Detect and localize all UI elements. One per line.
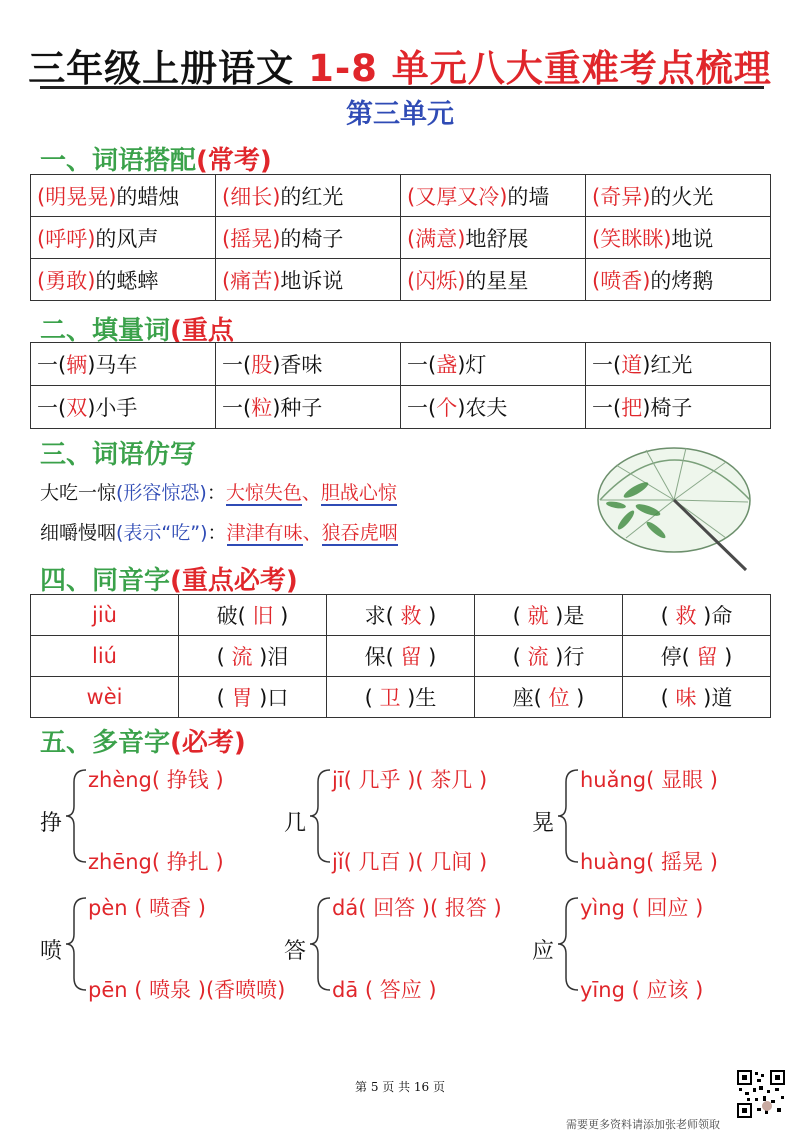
paren: ) bbox=[208, 768, 224, 792]
table-cell bbox=[586, 175, 771, 217]
paren: ( bbox=[343, 850, 359, 874]
polyphone-reading bbox=[580, 764, 718, 794]
page-number: 第 5 页 共 16 页 bbox=[355, 1080, 445, 1094]
imitation-word: 细嚼慢咽 bbox=[40, 522, 117, 544]
table-cell bbox=[31, 595, 179, 636]
table-row bbox=[31, 386, 771, 429]
imitation-line-1 bbox=[40, 478, 397, 505]
separator: 、 bbox=[301, 482, 321, 504]
table-cell bbox=[327, 677, 475, 718]
table-cell bbox=[179, 677, 327, 718]
cell-prefix: 一( bbox=[37, 353, 67, 377]
imitation-answer: 大惊失色 bbox=[225, 482, 302, 504]
brace-icon bbox=[64, 896, 88, 992]
cell-answer: 救 bbox=[675, 604, 697, 628]
imitation-answer: 狼吞虎咽 bbox=[321, 522, 398, 544]
pinyin: pèn bbox=[88, 896, 128, 920]
pinyin: jī bbox=[332, 768, 344, 792]
pinyin: jǐ bbox=[332, 850, 344, 874]
cell-answer: 救 bbox=[400, 604, 422, 628]
cell-answer: (满意) bbox=[407, 226, 466, 251]
example-word: 挣扎 bbox=[166, 850, 209, 874]
table-cell bbox=[623, 636, 771, 677]
section2-title: 二、填量词 bbox=[40, 316, 171, 346]
paren: ) bbox=[191, 896, 206, 920]
paren: ) bbox=[472, 768, 488, 792]
polyphone-reading bbox=[332, 892, 502, 922]
cell-answer: 就 bbox=[527, 604, 549, 628]
table-cell bbox=[623, 677, 771, 718]
imitation-word: 大吃一惊 bbox=[40, 482, 117, 504]
cell-answer: 旧 bbox=[252, 604, 274, 628]
imitation-answer: 津津有味 bbox=[226, 522, 303, 544]
paren: ) bbox=[421, 978, 437, 1002]
cell-prefix: 座( bbox=[512, 686, 549, 710]
cell-prefix: 破( bbox=[216, 604, 253, 628]
cell-prefix: 求( bbox=[364, 604, 401, 628]
table-cell bbox=[179, 595, 327, 636]
cell-text: )泪 bbox=[252, 645, 289, 669]
table-cell bbox=[586, 343, 771, 386]
polyphone-reading bbox=[88, 974, 285, 1004]
section1-title: 一、词语搭配 bbox=[40, 146, 197, 176]
paren: ( bbox=[127, 896, 150, 920]
paren: ) bbox=[277, 978, 286, 1002]
cell-text: 地说 bbox=[671, 226, 714, 251]
imitation-line-2 bbox=[40, 518, 398, 545]
cell-prefix: 一( bbox=[407, 396, 437, 420]
cell-text: )行 bbox=[548, 645, 585, 669]
cell-prefix: ( bbox=[512, 604, 528, 628]
cell-prefix: ( bbox=[660, 686, 676, 710]
cell-text: )种子 bbox=[272, 396, 323, 420]
polyphone-reading bbox=[332, 764, 487, 794]
colon: ： bbox=[206, 482, 226, 504]
section3-heading: 三、词语仿写 bbox=[40, 440, 197, 470]
cell-answer: 把 bbox=[621, 396, 643, 420]
example-word: 几百 bbox=[358, 850, 401, 874]
section5-title: 五、多音字 bbox=[40, 728, 171, 758]
paren: )( bbox=[191, 978, 215, 1002]
cell-answer: (又厚又冷) bbox=[407, 184, 508, 209]
cell-answer: 盏 bbox=[436, 353, 458, 377]
table-cell bbox=[31, 386, 216, 429]
homophone-table bbox=[30, 594, 771, 718]
cell-text: ) bbox=[421, 645, 437, 669]
cell-answer: 股 bbox=[251, 353, 273, 377]
cell-answer: (细长) bbox=[222, 184, 281, 209]
cell-text: )农夫 bbox=[457, 396, 508, 420]
cell-text: ) bbox=[273, 604, 289, 628]
brace-icon bbox=[64, 768, 88, 864]
polyphone-char: 几 bbox=[284, 811, 307, 836]
cell-answer: 卫 bbox=[379, 686, 401, 710]
example-word: 应该 bbox=[646, 978, 689, 1002]
cell-prefix: 一( bbox=[222, 353, 252, 377]
cell-text: 的烤鹅 bbox=[650, 268, 714, 293]
cell-text: 的红光 bbox=[280, 184, 344, 209]
cell-answer: (痛苦) bbox=[222, 268, 281, 293]
paren: ( bbox=[358, 896, 374, 920]
cell-answer: (勇敢) bbox=[37, 268, 96, 293]
table-row bbox=[31, 677, 771, 718]
cell-prefix: 一( bbox=[407, 353, 437, 377]
paren: )( bbox=[415, 896, 445, 920]
cell-prefix: ( bbox=[364, 686, 380, 710]
section4-heading bbox=[40, 560, 298, 597]
cell-answer: 道 bbox=[621, 353, 643, 377]
table-cell bbox=[401, 386, 586, 429]
paren: ( bbox=[151, 768, 167, 792]
table-cell bbox=[586, 386, 771, 429]
paren: ( bbox=[343, 768, 359, 792]
imitation-hint: (形容惊恐) bbox=[116, 482, 207, 504]
paren: ) bbox=[208, 850, 224, 874]
cell-answer: 粒 bbox=[251, 396, 273, 420]
cell-text: )马车 bbox=[87, 353, 138, 377]
unit-heading: 第三单元 bbox=[346, 99, 454, 130]
example-word: 香喷喷 bbox=[214, 978, 278, 1002]
cell-answer: 辆 bbox=[66, 353, 88, 377]
cell-text: )灯 bbox=[457, 353, 487, 377]
title-rule bbox=[40, 86, 764, 89]
example-word: 答应 bbox=[379, 978, 422, 1002]
polyphone-char: 答 bbox=[284, 939, 307, 964]
cell-text: )小手 bbox=[87, 396, 138, 420]
umbrella-illustration bbox=[586, 430, 756, 590]
imitation-answer: 胆战心惊 bbox=[320, 482, 397, 504]
example-word: 茶几 bbox=[430, 768, 473, 792]
table-cell bbox=[216, 343, 401, 386]
table-row bbox=[31, 595, 771, 636]
cell-answer: 留 bbox=[696, 645, 718, 669]
polyphone-char: 应 bbox=[532, 939, 555, 964]
cell-text: )香味 bbox=[272, 353, 323, 377]
example-word: 喷香 bbox=[149, 896, 192, 920]
section5-heading bbox=[40, 722, 246, 759]
table-cell bbox=[401, 343, 586, 386]
cell-prefix: 一( bbox=[37, 396, 67, 420]
paren: ) bbox=[688, 978, 704, 1002]
page-title bbox=[0, 38, 800, 92]
polyphone-reading bbox=[88, 764, 224, 794]
cell-answer: 留 bbox=[400, 645, 422, 669]
polyphone-reading bbox=[88, 846, 224, 876]
cell-prefix: 一( bbox=[222, 396, 252, 420]
table-cell bbox=[586, 217, 771, 259]
table-cell bbox=[475, 677, 623, 718]
title-black: 三年级上册语文 bbox=[28, 47, 309, 90]
pinyin: huàng bbox=[580, 850, 647, 874]
table-row bbox=[31, 343, 771, 386]
paren: ( bbox=[646, 768, 662, 792]
brace-icon bbox=[556, 768, 580, 864]
cell-prefix: ( bbox=[512, 645, 528, 669]
cell-answer: 胃 bbox=[231, 686, 253, 710]
cell-answer: (闪烁) bbox=[407, 268, 466, 293]
cell-text: 的火光 bbox=[650, 184, 714, 209]
pinyin-label: jiù bbox=[92, 603, 117, 627]
brace-icon bbox=[556, 896, 580, 992]
pinyin-label: liú bbox=[92, 644, 117, 668]
table-cell bbox=[31, 677, 179, 718]
example-word: 报答 bbox=[444, 896, 487, 920]
paren: ) bbox=[703, 768, 718, 792]
cell-text: 的椅子 bbox=[280, 226, 344, 251]
cell-answer: 位 bbox=[548, 686, 570, 710]
collocation-table bbox=[30, 174, 771, 301]
cell-text: 的墙 bbox=[507, 184, 550, 209]
section2-tag: (重点 bbox=[170, 316, 234, 346]
cell-text: )红光 bbox=[642, 353, 693, 377]
cell-prefix: ( bbox=[216, 645, 232, 669]
cell-answer: (摇晃) bbox=[222, 226, 281, 251]
polyphone-char: 挣 bbox=[40, 811, 63, 836]
brace-icon bbox=[308, 768, 332, 864]
table-cell bbox=[216, 175, 401, 217]
section4-title: 四、同音字 bbox=[40, 566, 171, 596]
table-cell bbox=[179, 636, 327, 677]
cell-prefix: ( bbox=[660, 604, 676, 628]
table-cell bbox=[31, 175, 216, 217]
polyphone-reading bbox=[332, 846, 487, 876]
cell-text: 地诉说 bbox=[280, 268, 344, 293]
table-cell bbox=[216, 217, 401, 259]
cell-text: )生 bbox=[400, 686, 437, 710]
cell-text: )口 bbox=[252, 686, 289, 710]
pinyin: dā bbox=[332, 978, 359, 1002]
example-word: 几间 bbox=[430, 850, 473, 874]
cell-prefix: 一( bbox=[592, 396, 622, 420]
cell-answer: (笑眯眯) bbox=[592, 226, 672, 251]
example-word: 回答 bbox=[373, 896, 416, 920]
example-word: 显眼 bbox=[661, 768, 704, 792]
cell-answer: 双 bbox=[66, 396, 88, 420]
example-word: 挣钱 bbox=[166, 768, 209, 792]
pinyin: huǎng bbox=[580, 768, 647, 792]
pinyin-label: wèi bbox=[86, 685, 123, 709]
paren: ( bbox=[151, 850, 167, 874]
polyphone-reading bbox=[88, 892, 206, 922]
polyphone-char: 喷 bbox=[40, 939, 63, 964]
cell-answer: (明晃晃) bbox=[37, 184, 117, 209]
table-cell bbox=[327, 636, 475, 677]
pinyin: dá bbox=[332, 896, 359, 920]
paren: ( bbox=[646, 850, 662, 874]
imitation-hint: (表示“吃”) bbox=[116, 522, 208, 544]
cell-text: 的风声 bbox=[95, 226, 159, 251]
colon: ： bbox=[207, 522, 227, 544]
example-word: 摇晃 bbox=[661, 850, 704, 874]
paren: )( bbox=[400, 768, 431, 792]
polyphone-reading bbox=[332, 974, 437, 1004]
paren: ) bbox=[703, 850, 718, 874]
table-cell bbox=[31, 636, 179, 677]
cell-answer: 流 bbox=[527, 645, 549, 669]
polyphone-reading bbox=[580, 974, 703, 1004]
pinyin: zhèng bbox=[88, 768, 152, 792]
paren: ) bbox=[472, 850, 488, 874]
table-cell bbox=[216, 259, 401, 301]
cell-text: 的蜡烛 bbox=[116, 184, 180, 209]
paren: ( bbox=[624, 896, 647, 920]
cell-text: )道 bbox=[696, 686, 733, 710]
measure-word-table bbox=[30, 342, 771, 429]
paren: ( bbox=[624, 978, 647, 1002]
cell-prefix: ( bbox=[216, 686, 232, 710]
polyphone-char: 晃 bbox=[532, 811, 555, 836]
footer-note: 需要更多资料请添加张老师领取 bbox=[566, 1118, 720, 1131]
cell-text: ) bbox=[421, 604, 437, 628]
cell-text: ) bbox=[569, 686, 585, 710]
cell-text: 的星星 bbox=[465, 268, 529, 293]
table-cell bbox=[401, 217, 586, 259]
table-cell bbox=[216, 386, 401, 429]
qr-code-icon bbox=[737, 1070, 785, 1118]
cell-prefix: 一( bbox=[592, 353, 622, 377]
table-row bbox=[31, 175, 771, 217]
title-red: 1-8 单元八大重难考点梳理 bbox=[308, 47, 772, 90]
table-cell bbox=[31, 343, 216, 386]
paren: ) bbox=[688, 896, 704, 920]
cell-prefix: 停( bbox=[660, 645, 697, 669]
cell-answer: 流 bbox=[231, 645, 253, 669]
paren: )( bbox=[400, 850, 431, 874]
cell-text: )命 bbox=[696, 604, 733, 628]
section4-tag: (重点必考) bbox=[170, 566, 298, 596]
pinyin: zhēng bbox=[88, 850, 152, 874]
pinyin: yīng bbox=[580, 978, 625, 1002]
cell-text: ) bbox=[717, 645, 733, 669]
polyphone-reading bbox=[580, 892, 703, 922]
pinyin: pēn bbox=[88, 978, 128, 1002]
cell-text: )椅子 bbox=[642, 396, 693, 420]
table-cell bbox=[586, 259, 771, 301]
cell-answer: 个 bbox=[436, 396, 458, 420]
section1-tag: (常考) bbox=[196, 146, 272, 176]
table-cell bbox=[475, 636, 623, 677]
pinyin: yìng bbox=[580, 896, 625, 920]
cell-text: 地舒展 bbox=[465, 226, 529, 251]
table-cell bbox=[31, 217, 216, 259]
paren: ) bbox=[486, 896, 502, 920]
section5-tag: (必考) bbox=[170, 728, 246, 758]
table-row bbox=[31, 259, 771, 301]
cell-answer: 味 bbox=[675, 686, 697, 710]
table-cell bbox=[475, 595, 623, 636]
cell-answer: (喷香) bbox=[592, 268, 651, 293]
table-cell bbox=[401, 259, 586, 301]
paren: ( bbox=[127, 978, 150, 1002]
table-cell bbox=[327, 595, 475, 636]
example-word: 喷泉 bbox=[149, 978, 192, 1002]
cell-text: )是 bbox=[548, 604, 585, 628]
table-cell bbox=[623, 595, 771, 636]
cell-text: 的蟋蟀 bbox=[95, 268, 159, 293]
table-row bbox=[31, 636, 771, 677]
cell-prefix: 保( bbox=[364, 645, 401, 669]
polyphone-reading bbox=[580, 846, 718, 876]
separator: 、 bbox=[302, 522, 322, 544]
cell-answer: (呼呼) bbox=[37, 226, 96, 251]
table-cell bbox=[31, 259, 216, 301]
example-word: 回应 bbox=[646, 896, 689, 920]
paren: ( bbox=[358, 978, 380, 1002]
cell-answer: (奇异) bbox=[592, 184, 651, 209]
brace-icon bbox=[308, 896, 332, 992]
table-cell bbox=[401, 175, 586, 217]
table-row bbox=[31, 217, 771, 259]
example-word: 几乎 bbox=[358, 768, 401, 792]
section1-heading bbox=[40, 140, 272, 177]
